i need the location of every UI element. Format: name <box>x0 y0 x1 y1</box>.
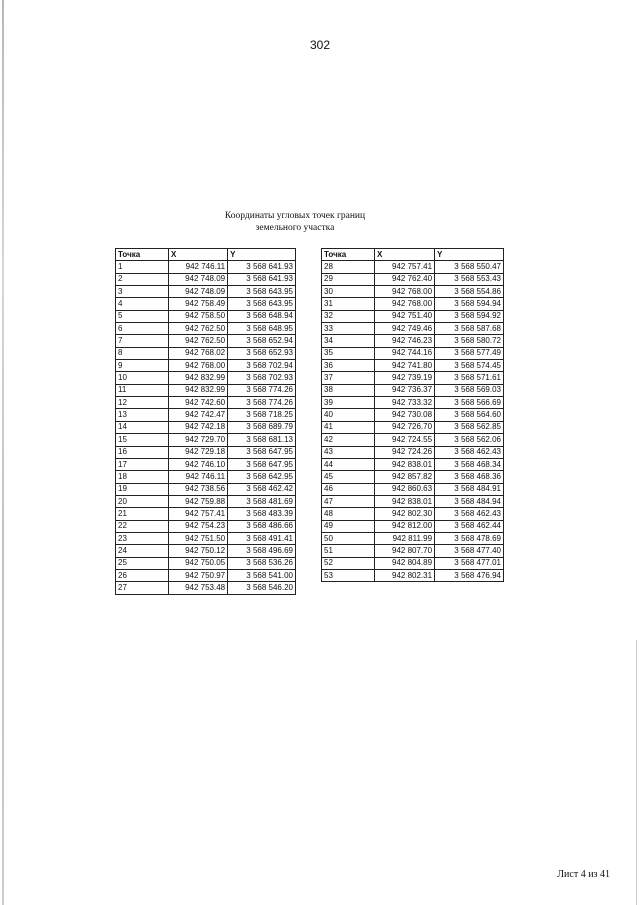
y-cell: 3 568 462.42 <box>228 483 296 495</box>
table-row <box>322 261 504 273</box>
x-cell: 942 754.23 <box>169 520 228 532</box>
table-row <box>322 397 504 409</box>
point-cell: 23 <box>116 532 169 544</box>
y-cell: 3 568 652.93 <box>228 347 296 359</box>
y-cell: 3 568 702.93 <box>228 372 296 384</box>
table-row <box>116 582 296 594</box>
table-row <box>322 471 504 483</box>
table-row <box>116 545 296 557</box>
x-cell: 942 750.97 <box>169 569 228 581</box>
y-cell: 3 568 553.43 <box>435 273 504 285</box>
x-cell: 942 741.80 <box>375 360 435 372</box>
scan-edge-right <box>636 640 637 905</box>
table-row <box>116 323 296 335</box>
y-cell: 3 568 477.01 <box>435 557 504 569</box>
x-cell: 942 832.99 <box>169 372 228 384</box>
x-cell: 942 724.26 <box>375 446 435 458</box>
x-cell: 942 762.50 <box>169 323 228 335</box>
y-cell: 3 568 462.43 <box>435 446 504 458</box>
table-row <box>322 409 504 421</box>
table-row <box>322 372 504 384</box>
x-cell: 942 807.70 <box>375 545 435 557</box>
point-cell: 9 <box>116 360 169 372</box>
table-row <box>116 273 296 285</box>
y-cell: 3 568 702.94 <box>228 360 296 372</box>
x-cell: 942 768.02 <box>169 347 228 359</box>
point-cell: 36 <box>322 360 375 372</box>
point-cell: 13 <box>116 409 169 421</box>
table-header-row <box>322 249 504 261</box>
y-cell: 3 568 478.69 <box>435 532 504 544</box>
x-cell: 942 733.32 <box>375 397 435 409</box>
x-cell: 942 742.47 <box>169 409 228 421</box>
point-cell: 30 <box>322 286 375 298</box>
header-x: X <box>375 249 435 261</box>
y-cell: 3 568 580.72 <box>435 335 504 347</box>
x-cell: 942 757.41 <box>169 508 228 520</box>
table-row <box>116 286 296 298</box>
x-cell: 942 768.00 <box>169 360 228 372</box>
x-cell: 942 739.19 <box>375 372 435 384</box>
x-cell: 942 768.00 <box>375 286 435 298</box>
point-cell: 31 <box>322 298 375 310</box>
table-row <box>322 569 504 581</box>
table-row <box>322 273 504 285</box>
x-cell: 942 802.31 <box>375 569 435 581</box>
y-cell: 3 568 468.34 <box>435 458 504 470</box>
document-title <box>210 210 380 234</box>
coordinates-table-left <box>115 248 296 595</box>
table-row <box>116 434 296 446</box>
y-cell: 3 568 652.94 <box>228 335 296 347</box>
y-cell: 3 568 648.94 <box>228 310 296 322</box>
point-cell: 34 <box>322 335 375 347</box>
y-cell: 3 568 566.69 <box>435 397 504 409</box>
y-cell: 3 568 594.92 <box>435 310 504 322</box>
y-cell: 3 568 564.60 <box>435 409 504 421</box>
table-row <box>116 569 296 581</box>
point-cell: 47 <box>322 495 375 507</box>
y-cell: 3 568 642.95 <box>228 471 296 483</box>
point-cell: 6 <box>116 323 169 335</box>
y-cell: 3 568 643.95 <box>228 298 296 310</box>
y-cell: 3 568 462.43 <box>435 508 504 520</box>
x-cell: 942 748.09 <box>169 273 228 285</box>
x-cell: 942 832.99 <box>169 384 228 396</box>
x-cell: 942 753.48 <box>169 582 228 594</box>
table-row <box>116 372 296 384</box>
point-cell: 16 <box>116 446 169 458</box>
point-cell: 40 <box>322 409 375 421</box>
table-row <box>322 286 504 298</box>
x-cell: 942 804.89 <box>375 557 435 569</box>
x-cell: 942 838.01 <box>375 495 435 507</box>
table-row <box>322 298 504 310</box>
table-row <box>322 557 504 569</box>
header-point: Точка <box>322 249 375 261</box>
point-cell: 25 <box>116 557 169 569</box>
point-cell: 42 <box>322 434 375 446</box>
point-cell: 48 <box>322 508 375 520</box>
table-row <box>116 310 296 322</box>
point-cell: 53 <box>322 569 375 581</box>
y-cell: 3 568 541.00 <box>228 569 296 581</box>
point-cell: 52 <box>322 557 375 569</box>
coordinates-table-right <box>321 248 504 582</box>
table-row <box>116 458 296 470</box>
point-cell: 33 <box>322 323 375 335</box>
point-cell: 14 <box>116 421 169 433</box>
point-cell: 46 <box>322 483 375 495</box>
table-row <box>322 384 504 396</box>
point-cell: 38 <box>322 384 375 396</box>
header-x: X <box>169 249 228 261</box>
x-cell: 942 758.50 <box>169 310 228 322</box>
table-row <box>322 421 504 433</box>
x-cell: 942 757.41 <box>375 261 435 273</box>
point-cell: 49 <box>322 520 375 532</box>
scan-edge-left <box>2 0 4 905</box>
table-row <box>322 310 504 322</box>
table-row <box>322 347 504 359</box>
point-cell: 28 <box>322 261 375 273</box>
table-row <box>322 495 504 507</box>
table-row <box>116 495 296 507</box>
x-cell: 942 762.40 <box>375 273 435 285</box>
y-cell: 3 568 569.03 <box>435 384 504 396</box>
x-cell: 942 751.50 <box>169 532 228 544</box>
table-row <box>322 483 504 495</box>
x-cell: 942 768.00 <box>375 298 435 310</box>
point-cell: 7 <box>116 335 169 347</box>
x-cell: 942 838.01 <box>375 458 435 470</box>
y-cell: 3 568 574.45 <box>435 360 504 372</box>
point-cell: 10 <box>116 372 169 384</box>
x-cell: 942 744.16 <box>375 347 435 359</box>
point-cell: 50 <box>322 532 375 544</box>
point-cell: 22 <box>116 520 169 532</box>
x-cell: 942 742.60 <box>169 397 228 409</box>
point-cell: 20 <box>116 495 169 507</box>
point-cell: 43 <box>322 446 375 458</box>
y-cell: 3 568 550.47 <box>435 261 504 273</box>
table-row <box>322 532 504 544</box>
y-cell: 3 568 484.94 <box>435 495 504 507</box>
table-row <box>116 557 296 569</box>
y-cell: 3 568 647.95 <box>228 458 296 470</box>
table-row <box>116 421 296 433</box>
table-row <box>322 335 504 347</box>
y-cell: 3 568 468.36 <box>435 471 504 483</box>
y-cell: 3 568 554.86 <box>435 286 504 298</box>
point-cell: 39 <box>322 397 375 409</box>
y-cell: 3 568 641.93 <box>228 261 296 273</box>
point-cell: 2 <box>116 273 169 285</box>
table-row <box>322 446 504 458</box>
table-row <box>116 360 296 372</box>
x-cell: 942 724.55 <box>375 434 435 446</box>
point-cell: 18 <box>116 471 169 483</box>
point-cell: 4 <box>116 298 169 310</box>
title-line-1: Координаты угловых точек границ <box>224 211 366 221</box>
y-cell: 3 568 774.26 <box>228 384 296 396</box>
x-cell: 942 746.11 <box>169 261 228 273</box>
point-cell: 32 <box>322 310 375 322</box>
table-row <box>116 397 296 409</box>
x-cell: 942 802.30 <box>375 508 435 520</box>
y-cell: 3 568 774.26 <box>228 397 296 409</box>
table-row <box>116 532 296 544</box>
table-row <box>322 323 504 335</box>
header-y: Y <box>435 249 504 261</box>
point-cell: 24 <box>116 545 169 557</box>
y-cell: 3 568 546.20 <box>228 582 296 594</box>
point-cell: 27 <box>116 582 169 594</box>
point-cell: 35 <box>322 347 375 359</box>
y-cell: 3 568 647.95 <box>228 446 296 458</box>
x-cell: 942 730.08 <box>375 409 435 421</box>
point-cell: 12 <box>116 397 169 409</box>
point-cell: 11 <box>116 384 169 396</box>
y-cell: 3 568 571.61 <box>435 372 504 384</box>
y-cell: 3 568 486.66 <box>228 520 296 532</box>
page-number: 302 <box>309 38 331 52</box>
table-row <box>116 471 296 483</box>
y-cell: 3 568 681.13 <box>228 434 296 446</box>
x-cell: 942 750.12 <box>169 545 228 557</box>
table-row <box>116 508 296 520</box>
y-cell: 3 568 648.95 <box>228 323 296 335</box>
y-cell: 3 568 562.06 <box>435 434 504 446</box>
y-cell: 3 568 484.91 <box>435 483 504 495</box>
table-row <box>116 347 296 359</box>
y-cell: 3 568 462.44 <box>435 520 504 532</box>
x-cell: 942 749.46 <box>375 323 435 335</box>
table-row <box>116 261 296 273</box>
table-row <box>116 446 296 458</box>
point-cell: 17 <box>116 458 169 470</box>
table-row <box>322 545 504 557</box>
title-line-2: земельного участка <box>255 223 335 233</box>
header-y: Y <box>228 249 296 261</box>
x-cell: 942 746.10 <box>169 458 228 470</box>
x-cell: 942 736.37 <box>375 384 435 396</box>
x-cell: 942 860.63 <box>375 483 435 495</box>
x-cell: 942 759.88 <box>169 495 228 507</box>
y-cell: 3 568 641.93 <box>228 273 296 285</box>
x-cell: 942 746.11 <box>169 471 228 483</box>
point-cell: 1 <box>116 261 169 273</box>
table-row <box>322 520 504 532</box>
x-cell: 942 750.05 <box>169 557 228 569</box>
x-cell: 942 738.56 <box>169 483 228 495</box>
point-cell: 5 <box>116 310 169 322</box>
y-cell: 3 568 483.39 <box>228 508 296 520</box>
x-cell: 942 758.49 <box>169 298 228 310</box>
table-body-right <box>322 261 504 582</box>
table-row <box>322 434 504 446</box>
point-cell: 44 <box>322 458 375 470</box>
y-cell: 3 568 643.95 <box>228 286 296 298</box>
table-body-left <box>116 261 296 594</box>
y-cell: 3 568 536.26 <box>228 557 296 569</box>
table-row <box>322 508 504 520</box>
table-row <box>116 409 296 421</box>
point-cell: 26 <box>116 569 169 581</box>
point-cell: 41 <box>322 421 375 433</box>
table-row <box>322 458 504 470</box>
y-cell: 3 568 481.69 <box>228 495 296 507</box>
x-cell: 942 762.50 <box>169 335 228 347</box>
x-cell: 942 857.82 <box>375 471 435 483</box>
y-cell: 3 568 587.68 <box>435 323 504 335</box>
point-cell: 3 <box>116 286 169 298</box>
x-cell: 942 726.70 <box>375 421 435 433</box>
y-cell: 3 568 594.94 <box>435 298 504 310</box>
y-cell: 3 568 476.94 <box>435 569 504 581</box>
header-point: Точка <box>116 249 169 261</box>
table-row <box>116 483 296 495</box>
x-cell: 942 751.40 <box>375 310 435 322</box>
y-cell: 3 568 562.85 <box>435 421 504 433</box>
y-cell: 3 568 477.40 <box>435 545 504 557</box>
x-cell: 942 742.18 <box>169 421 228 433</box>
sheet-footer: Лист 4 из 41 <box>557 869 610 880</box>
table-row <box>322 360 504 372</box>
point-cell: 15 <box>116 434 169 446</box>
table-row <box>116 520 296 532</box>
point-cell: 45 <box>322 471 375 483</box>
y-cell: 3 568 496.69 <box>228 545 296 557</box>
y-cell: 3 568 718.25 <box>228 409 296 421</box>
x-cell: 942 812.00 <box>375 520 435 532</box>
table-row <box>116 335 296 347</box>
x-cell: 942 729.70 <box>169 434 228 446</box>
table-header-row <box>116 249 296 261</box>
point-cell: 19 <box>116 483 169 495</box>
point-cell: 8 <box>116 347 169 359</box>
point-cell: 29 <box>322 273 375 285</box>
point-cell: 21 <box>116 508 169 520</box>
point-cell: 37 <box>322 372 375 384</box>
table-row <box>116 298 296 310</box>
y-cell: 3 568 689.79 <box>228 421 296 433</box>
x-cell: 942 729.18 <box>169 446 228 458</box>
point-cell: 51 <box>322 545 375 557</box>
y-cell: 3 568 577.49 <box>435 347 504 359</box>
x-cell: 942 746.23 <box>375 335 435 347</box>
y-cell: 3 568 491.41 <box>228 532 296 544</box>
table-row <box>116 384 296 396</box>
x-cell: 942 748.09 <box>169 286 228 298</box>
x-cell: 942 811.99 <box>375 532 435 544</box>
